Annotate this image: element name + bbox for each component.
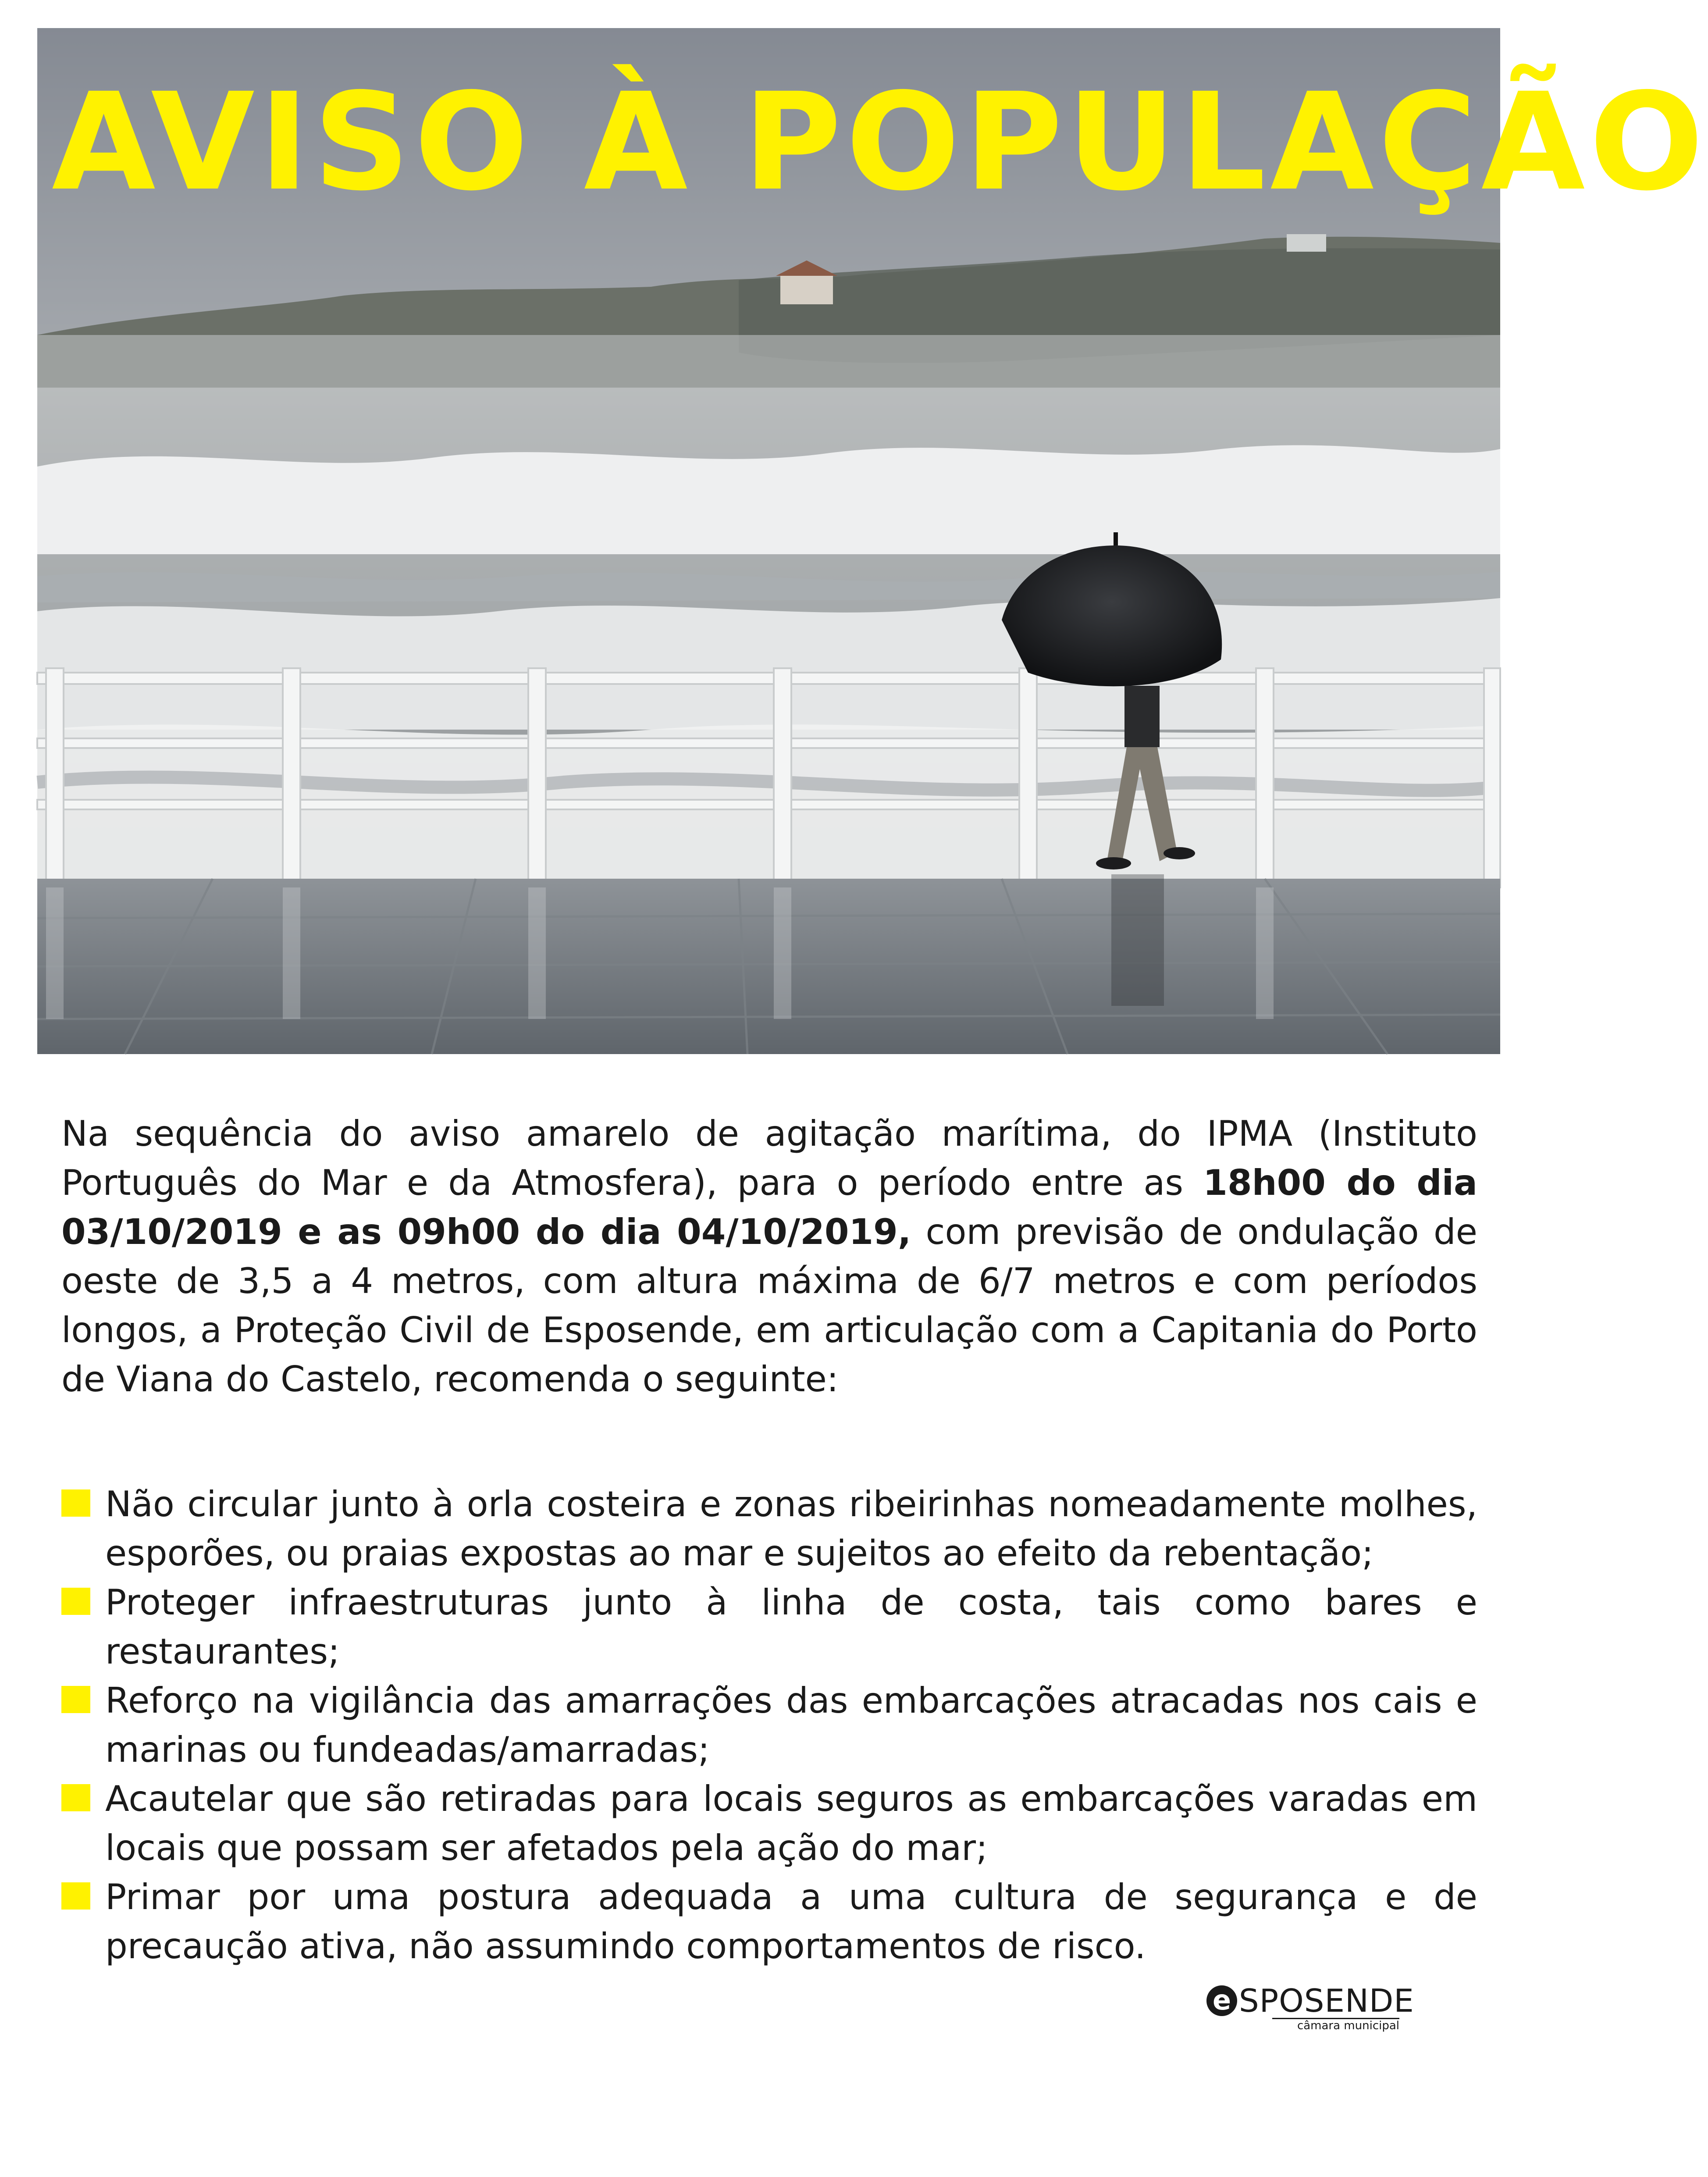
recommendation-text: Primar por uma postura adequada a uma cultura de segurança e de precaução ativa, não assumindo comportamentos de risco.	[105, 1877, 1477, 1967]
yellow-square-bullet-icon	[61, 1784, 90, 1811]
recommendation-text: Não circular junto à orla costeira e zonas ribeirinhas nomeadamente molhes, esporões, ou praias expostas ao mar e sujeitos ao efeito da rebentação;	[105, 1484, 1477, 1574]
list-item	[61, 1578, 1477, 1676]
yellow-square-bullet-icon	[61, 1686, 90, 1713]
list-item	[61, 1774, 1477, 1873]
intro-date-range: 18h00 do dia 03/10/2019 e as 09h00 do dia 04/10/2019,	[61, 1162, 1477, 1252]
recommendation-text: Reforço na vigilância das amarrações das embarcações atracadas nos cais e marinas ou fundeadas/amarradas;	[105, 1680, 1477, 1770]
intro-text-end: com previsão de ondulação de oeste de 3,5 a 4 metros, com altura máxima de 6/7 metros e com períodos longos, a Proteção Civil de Esposende, em articulação com a Capitania do Porto de Viana do Castelo, recomenda o seguinte:	[61, 1211, 1477, 1400]
list-item	[61, 1480, 1477, 1578]
esposende-logo-name: SPOSENDE	[1239, 1982, 1414, 2019]
recommendations-list	[61, 1480, 1477, 1971]
recommendation-text: Acautelar que são retiradas para locais seguros as embarcações varadas em locais que possam ser afetados pela ação do mar;	[105, 1778, 1477, 1868]
esposende-logo-subtitle: câmara municipal	[1272, 2018, 1399, 2032]
intro-text-start: Na sequência do aviso amarelo de agitação marítima, do IPMA (Instituto Português do Mar e da Atmosfera), para o período entre as	[61, 1113, 1477, 1203]
yellow-square-bullet-icon	[61, 1588, 90, 1615]
yellow-square-bullet-icon	[61, 1489, 90, 1517]
list-item	[61, 1873, 1477, 1971]
yellow-square-bullet-icon	[61, 1882, 90, 1910]
esposende-logo	[1206, 1982, 1414, 2034]
recommendation-text: Proteger infraestruturas junto à linha de costa, tais como bares e restaurantes;	[105, 1582, 1477, 1672]
esposende-logo-mark: e	[1206, 1985, 1237, 2016]
page-title: AVISO À POPULAÇÃO	[52, 64, 1708, 221]
list-item	[61, 1676, 1477, 1774]
intro-paragraph	[61, 1109, 1477, 1404]
